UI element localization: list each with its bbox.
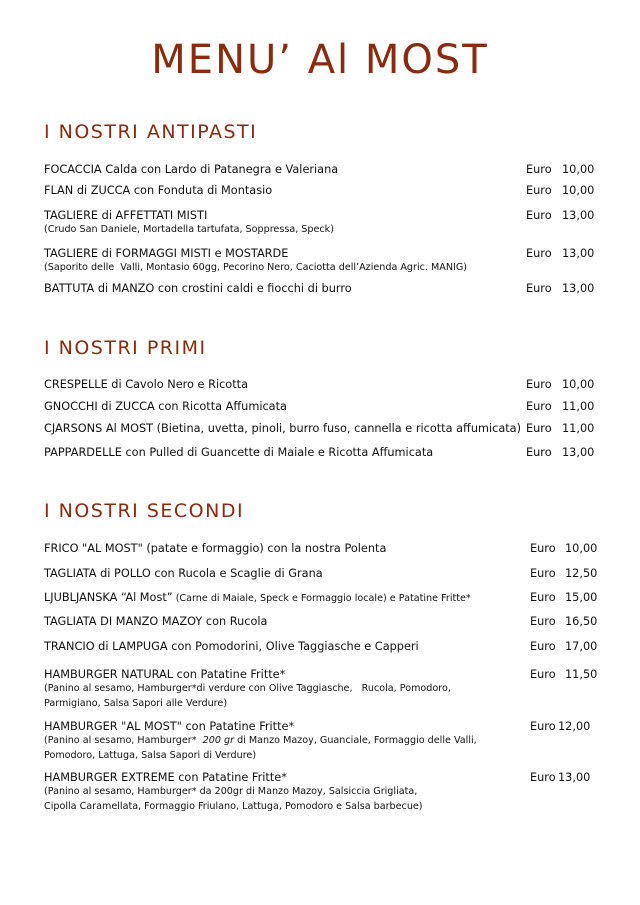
price-currency: Euro [530,771,556,784]
item-description: Pomodoro, Lattuga, Salsa Sapori di Verdure) [44,749,257,761]
item-name [44,566,594,581]
item-name-text: CRESPELLE di Cavolo Nero e Ricotta [44,378,248,391]
item-name [44,399,594,414]
item-name [44,667,594,682]
item-name-text: TAGLIERE di FORMAGGI MISTI e MOSTARDE [44,247,289,260]
price-value: 13,00 [562,209,595,222]
price-value: 13,00 [562,446,595,459]
item-price [530,639,598,654]
item-name-text: FRICO "AL MOST" (patate e formaggio) con la nostra Polenta [44,542,387,555]
price-currency: Euro [530,668,556,681]
item-description: (Saporito delle Valli, Montasio 60gg, Pecorino Nero, Caciotta dell’Azienda Agric. MANIG) [44,262,468,273]
item-name [44,770,594,785]
item-price [526,377,595,392]
item-price [526,445,595,460]
price-currency: Euro [526,247,552,260]
price-currency: Euro [526,422,552,435]
item-name [44,246,594,261]
menu-item [44,246,594,276]
item-price [526,162,595,177]
menu-item [44,590,598,606]
price-currency: Euro [530,591,556,604]
item-name-text: FOCACCIA Calda con Lardo di Patanegra e Valeriana [44,163,339,176]
item-price [526,399,595,414]
price-value: 17,00 [565,640,598,653]
item-name-text: PAPPARDELLE con Pulled di Guancette di Maiale e Ricotta Affumicata [44,446,434,459]
item-price [526,208,595,223]
item-name [44,445,594,460]
item-price [526,183,595,198]
menu-item [44,614,598,629]
price-currency: Euro [526,163,552,176]
desc-text: (Panino al sesamo, Hamburger* [44,735,203,746]
price-value: 11,50 [565,668,598,681]
item-name-text: TAGLIATA DI MANZO MAZOY con Rucola [44,615,268,628]
desc-text: di Manzo Mazoy, Guanciale, Formaggio delle Valli, [234,735,477,746]
item-name-text: HAMBURGER EXTREME con Patatine Fritte* [44,771,287,784]
price-currency: Euro [530,640,556,653]
price-currency: Euro [530,720,556,733]
item-name [44,208,594,223]
price-value: 15,00 [565,591,598,604]
item-price [530,566,598,581]
price-value: 10,00 [562,184,595,197]
item-name-text: CJARSONS Al MOST (Bietina, uvetta, pinoli, burro fuso, cannella e ricotta affumicata) [44,422,522,435]
item-name-detail: (Carne di Maiale, Speck e Formaggio locale) e Patatine Fritte* [172,593,471,604]
price-currency: Euro [530,615,556,628]
price-value: 13,00 [562,247,595,260]
item-name [44,719,594,734]
item-name-text: FLAN di ZUCCA con Fonduta di Montasio [44,184,273,197]
item-name-text: LJUBLJANSKA “Al Most” [44,591,173,604]
price-value: 12,00 [558,720,591,733]
menu-item [44,639,598,654]
price-currency: Euro [526,400,552,413]
section-heading: I NOSTRI PRIMI [44,337,207,359]
item-name-text: TRANCIO di LAMPUGA con Pomodorini, Olive Taggiasche e Capperi [44,640,419,653]
item-description [44,734,594,749]
section-heading: I NOSTRI ANTIPASTI [44,121,258,143]
menu-item [44,208,594,238]
item-description: (Panino al sesamo, Hamburger*di verdure con Olive Taggiasche, Rucola, Pomodoro, [44,683,451,694]
item-name [44,183,594,198]
menu-item [44,566,598,581]
menu-item [44,377,594,392]
menu-item [44,281,594,296]
price-currency: Euro [526,184,552,197]
item-name [44,614,594,629]
item-price [530,770,591,785]
menu-title: MENU’ Al MOST [151,37,489,83]
section-heading: I NOSTRI SECONDI [44,500,245,522]
price-value: 13,00 [562,282,595,295]
item-price [526,421,595,436]
item-name-text: BATTUTA di MANZO con crostini caldi e fiocchi di burro [44,282,352,295]
price-currency: Euro [526,209,552,222]
price-value: 11,00 [562,422,595,435]
item-name-text: HAMBURGER NATURAL con Patatine Fritte* [44,668,286,681]
price-value: 12,50 [565,567,598,580]
item-description: (Panino al sesamo, Hamburger* da 200gr di Manzo Mazoy, Salsiccia Grigliata, [44,786,418,797]
price-value: 16,50 [565,615,598,628]
desc-italic: 200 gr [202,735,235,746]
price-value: 10,00 [565,542,598,555]
item-price [530,590,598,605]
price-value: 13,00 [558,771,591,784]
item-name [44,281,594,296]
item-name-text: TAGLIERE di AFFETTATI MISTI [44,209,208,222]
price-value: 10,00 [562,378,595,391]
price-currency: Euro [530,567,556,580]
menu-item [44,770,594,814]
item-price [530,541,598,556]
menu-item [44,183,594,198]
menu-item [44,445,594,460]
menu-item [44,667,598,711]
item-description: (Crudo San Daniele, Mortadella tartufata, Soppressa, Speck) [44,224,334,235]
item-description: Cipolla Caramellata, Formaggio Friulano, Lattuga, Pomodoro e Salsa barbecue) [44,800,423,812]
price-value: 10,00 [562,163,595,176]
item-name-text: GNOCCHI di ZUCCA con Ricotta Affumicata [44,400,287,413]
price-value: 11,00 [562,400,595,413]
item-name-text: TAGLIATA di POLLO con Rucola e Scaglie di Grana [44,567,323,580]
menu-item [44,162,594,177]
item-price [526,281,595,296]
item-name [44,421,594,436]
menu-item [44,719,594,763]
price-currency: Euro [526,282,552,295]
item-name [44,639,594,654]
item-price [530,667,598,682]
item-price [530,719,591,734]
item-name [44,541,594,556]
item-price [526,246,595,261]
price-currency: Euro [526,378,552,391]
item-name [44,590,594,606]
price-currency: Euro [526,446,552,459]
menu-item [44,421,594,436]
item-name [44,162,594,177]
item-description: Parmigiano, Salsa Sapori alle Verdure) [44,697,228,709]
item-name-text: HAMBURGER "AL MOST" con Patatine Fritte* [44,720,295,733]
item-price [530,614,598,629]
price-currency: Euro [530,542,556,555]
menu-item [44,399,594,414]
item-name [44,377,594,392]
menu-item [44,541,598,556]
